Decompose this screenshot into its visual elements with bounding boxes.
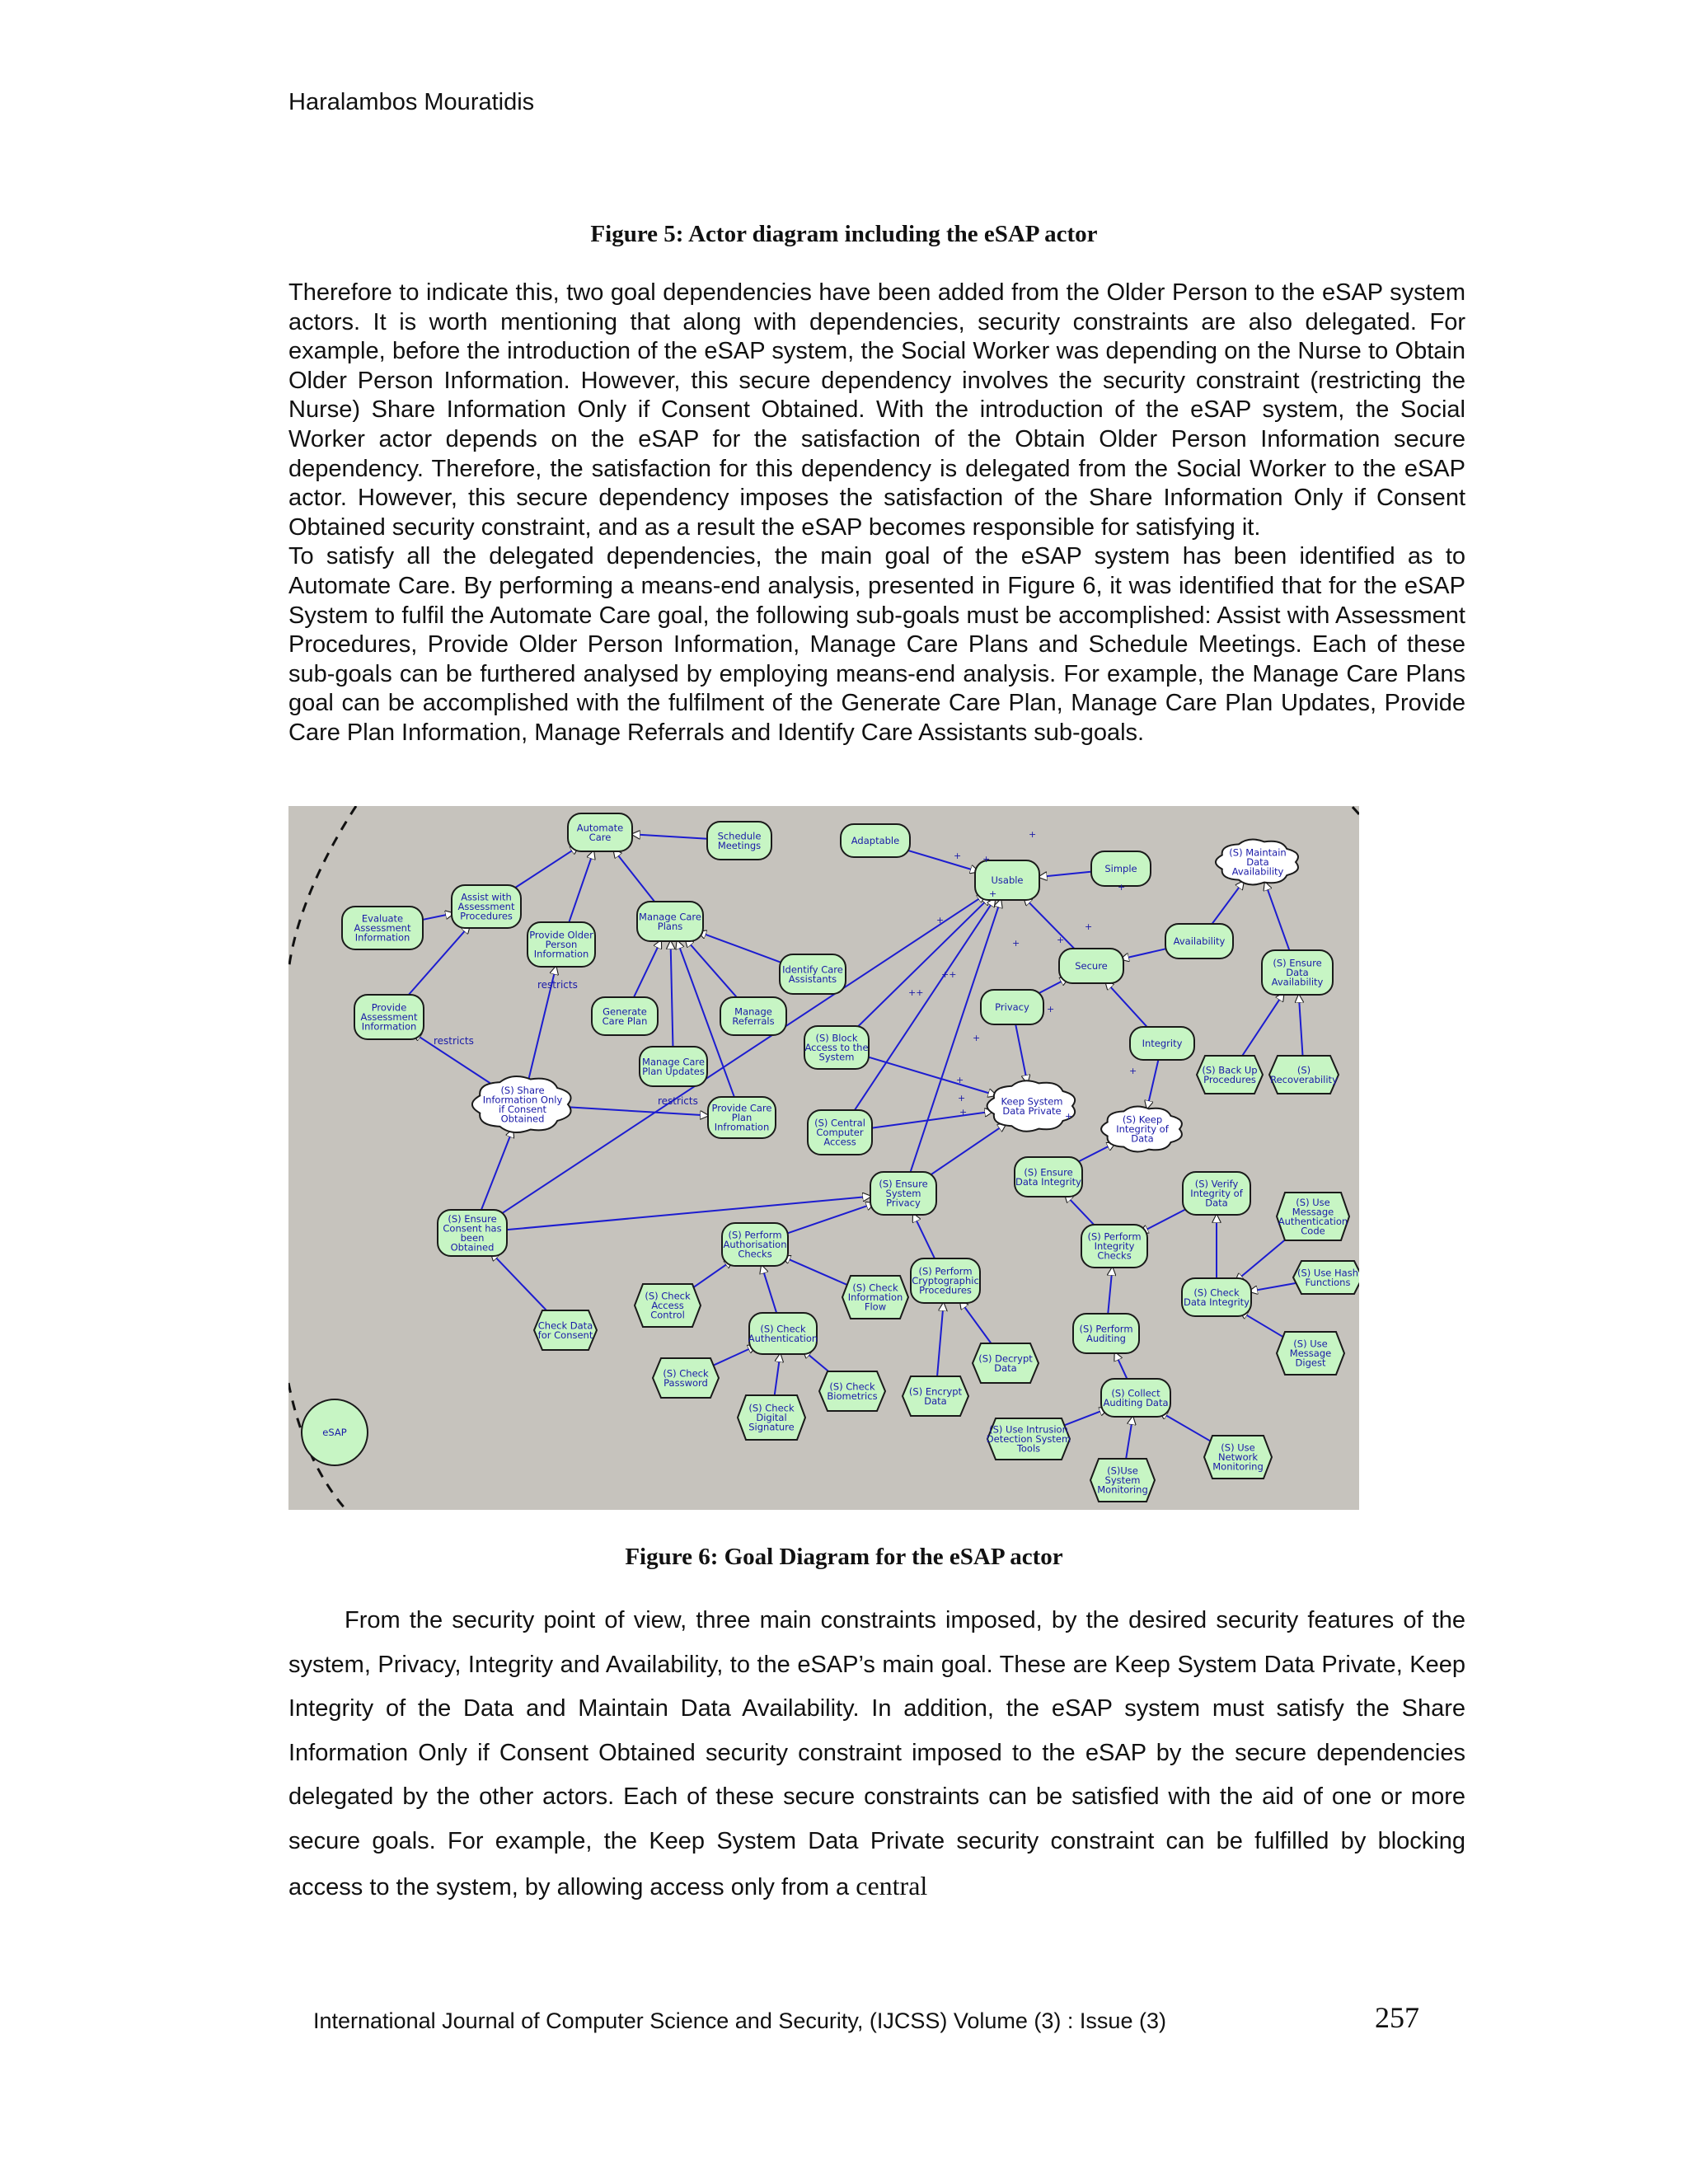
node-label: (S) Use <box>1293 1338 1328 1350</box>
diagram-background <box>288 806 1359 1510</box>
node-label: Information <box>354 931 410 944</box>
node-label: Auditing <box>1086 1332 1126 1344</box>
node-label: Integrity <box>1142 1038 1183 1049</box>
contribution-sign: + <box>956 1075 964 1085</box>
node-label: (S) Back Up <box>1202 1064 1258 1076</box>
node-label: (S) Use Hash <box>1296 1267 1359 1279</box>
node-label: Data <box>924 1394 947 1407</box>
node-label: (S) Perform <box>1087 1230 1142 1243</box>
node-label: Assistants <box>788 972 837 985</box>
contribution-sign: + <box>982 854 991 865</box>
node-label: Data <box>1205 1197 1228 1209</box>
node-label: Digest <box>1295 1357 1326 1369</box>
node-label: (S) Check <box>829 1380 875 1393</box>
node-label: (S) Check <box>663 1367 709 1380</box>
node-password <box>653 1358 719 1398</box>
node-label: Computer <box>816 1127 864 1138</box>
node-label: if Consent <box>498 1103 547 1115</box>
node-label: System <box>1104 1474 1141 1486</box>
node-backup <box>1197 1056 1263 1094</box>
node-label: Availability <box>1231 865 1284 878</box>
node-automate <box>568 813 632 851</box>
node-label: Evaluate <box>361 912 404 925</box>
contribution-sign: + <box>1129 1066 1137 1076</box>
node-collect <box>1101 1379 1170 1417</box>
node-provideolder <box>528 922 595 967</box>
contribution-sign: + <box>1012 938 1020 949</box>
running-header-author: Haralambos Mouratidis <box>288 89 535 115</box>
node-label: Usable <box>991 874 1024 886</box>
node-label: Information <box>533 948 589 960</box>
node-label: Data <box>994 1361 1017 1374</box>
node-label: (S) Keep <box>1122 1113 1163 1126</box>
node-availability <box>1165 924 1233 958</box>
node-verify <box>1183 1172 1250 1215</box>
node-performint <box>1081 1225 1147 1268</box>
paragraph-2-text: To satisfy all the delegated dependencies, the main goal of the eSAP system has been identified as to Automate Care. By performing a means-end analysis, presented in Figure 6, it was identified that for the eSAP System to fulfil the Automate Care goal, the following sub-goals must be accomplished: Assist with Assessment Procedures, Provide Older Person Information, Manage Care Plans and Schedule Meetings. Each of these sub-goals can be furthered analysed by employing means-end analysis. For example, the Manage Care Plans goal can be accomplished with the fulfilment of the Generate Care Plan, Manage Care Plan Updates, Provide Care Plan Information, Manage Referrals and Identify Care Assistants sub-goals. <box>288 543 1465 746</box>
node-signature <box>738 1395 805 1440</box>
node-label: Integrity of <box>1190 1188 1243 1199</box>
node-usemac <box>1277 1193 1349 1240</box>
node-label: been <box>460 1231 485 1244</box>
contribution-sign: + <box>1118 882 1126 893</box>
node-providecareplan <box>708 1097 776 1138</box>
node-checkdataint <box>1182 1278 1251 1316</box>
node-managecare <box>637 902 703 941</box>
node-label: Data Private <box>1002 1104 1062 1117</box>
node-label: Simple <box>1104 863 1137 874</box>
edge-label-restricts: restricts <box>537 979 578 991</box>
node-biometrics <box>819 1371 885 1411</box>
node-label: (S) Use <box>1221 1441 1255 1454</box>
node-recover <box>1269 1056 1339 1094</box>
node-label: Message <box>1289 1347 1332 1359</box>
node-label: Network <box>1217 1451 1259 1463</box>
node-label: (S) Ensure <box>879 1178 928 1190</box>
contribution-sign: + <box>954 851 962 861</box>
node-label: Provide <box>371 1001 407 1014</box>
node-maintain <box>1216 840 1298 885</box>
page-number: 257 <box>1375 2001 1419 2034</box>
node-blockaccess <box>804 1026 869 1069</box>
contribution-sign: + <box>989 888 997 899</box>
node-label: (S) Use Intrusion <box>989 1423 1068 1436</box>
node-label: Monitoring <box>1097 1483 1148 1496</box>
node-label: Privacy <box>886 1197 921 1209</box>
node-provideassess <box>354 995 424 1039</box>
node-label: Procedures <box>460 910 513 922</box>
node-sysmon <box>1090 1459 1155 1502</box>
node-label: Automate <box>576 822 624 834</box>
node-label: Availability <box>1173 935 1226 947</box>
contribution-sign: + <box>973 1033 981 1043</box>
node-privacy <box>981 990 1043 1024</box>
contribution-sign: + <box>1047 1004 1055 1015</box>
node-label: Recoverability <box>1270 1073 1338 1085</box>
body-paragraph-3 <box>288 1599 1465 1910</box>
node-label: Plans <box>657 920 683 932</box>
node-label: Plan Updates <box>642 1065 705 1077</box>
node-label: Obtained <box>450 1241 495 1254</box>
node-label: Password <box>663 1376 708 1389</box>
node-simple <box>1091 851 1151 886</box>
footer-journal: International Journal of Computer Science and Security, (IJCSS) Volume (3) : Issue (3) <box>313 2008 1166 2033</box>
node-checkaccess <box>635 1284 701 1327</box>
node-label: Privacy <box>995 1001 1029 1013</box>
node-label: Authentication <box>1278 1215 1348 1227</box>
node-performaudit <box>1073 1314 1139 1353</box>
node-adaptable <box>841 824 910 857</box>
node-checkauthn <box>748 1313 818 1354</box>
node-secure <box>1059 949 1123 983</box>
node-central <box>808 1110 872 1155</box>
node-label: System <box>885 1188 921 1199</box>
node-label: Identify Care <box>782 963 843 976</box>
node-referrals <box>720 997 786 1035</box>
node-label: Tools <box>1016 1442 1041 1455</box>
node-intrusion <box>987 1418 1071 1460</box>
node-keepintegrity <box>1101 1107 1182 1152</box>
node-label: Obtained <box>500 1113 545 1125</box>
node-usable <box>975 860 1039 900</box>
node-label: Care Plan <box>602 1015 648 1027</box>
node-crypto <box>911 1258 980 1303</box>
node-ensureconsent <box>438 1210 507 1256</box>
node-label: Control <box>650 1309 685 1321</box>
node-label: Manage Care <box>639 911 701 923</box>
node-label: (S) Perform <box>918 1265 973 1277</box>
node-label: (S) Check <box>1193 1286 1240 1299</box>
node-label: Auditing Data <box>1103 1396 1169 1408</box>
goal-diagram-figure <box>288 806 1359 1510</box>
node-label: (S) Ensure <box>1273 957 1322 969</box>
contribution-sign: + <box>1085 921 1093 932</box>
node-label: Manage Care <box>642 1056 705 1068</box>
node-label: (S) Verify <box>1194 1178 1239 1190</box>
node-label: Cryptographic <box>912 1275 979 1286</box>
node-label: Assessment <box>360 1011 418 1023</box>
node-label: Adaptable <box>851 835 900 846</box>
node-updates <box>640 1047 707 1086</box>
node-label: (S) Perform <box>1079 1323 1133 1335</box>
node-ensuresys <box>870 1172 936 1215</box>
contribution-sign: + <box>959 1107 968 1118</box>
edge-label-restricts: restricts <box>434 1035 474 1047</box>
node-label: Monitoring <box>1212 1460 1264 1473</box>
node-label: Functions <box>1305 1276 1351 1288</box>
node-label: (S)Use <box>1107 1465 1138 1477</box>
node-checkinfo <box>842 1276 908 1319</box>
node-label: Authentication <box>748 1332 818 1344</box>
node-label: (S) Encrypt <box>908 1385 963 1398</box>
node-label: Signature <box>748 1421 795 1433</box>
node-label: (S) Central <box>814 1117 865 1129</box>
node-label: Availability <box>1271 976 1324 988</box>
node-digest <box>1277 1332 1344 1375</box>
node-label: (S) Check <box>748 1402 795 1414</box>
node-label: Message <box>1292 1206 1334 1218</box>
node-label: (S) Check <box>645 1290 691 1302</box>
node-schedule <box>707 822 771 860</box>
contribution-sign: + <box>1029 829 1037 840</box>
node-netmon <box>1204 1436 1272 1479</box>
edge-label-restricts: restricts <box>658 1095 698 1107</box>
node-label: Code <box>1301 1225 1325 1237</box>
figure-5-caption: Figure 5: Actor diagram including the eSAP actor <box>590 221 1098 247</box>
paragraph-1-text: Therefore to indicate this, two goal dependencies have been added from the Older Person to the eSAP system actors. It is worth mentioning that along with dependencies, security constraints are also delegated. For example, before the introduction of the eSAP system, the Social Worker was depending on the Nurse to Obtain Older Person Information. However, this secure dependency involves the security constraint (restricting the Nurse) Share Information Only if Consent Obtained. With the introduction of the eSAP system, the Social Worker actor depends on the eSAP for the satisfaction of the Obtain Older Person Information secure dependency. Therefore, the satisfaction for this dependency is delegated from the Social Worker to the eSAP actor. However, this secure dependency imposes the satisfaction of the Share Information Only if Consent Obtained security constraint, and as a result the eSAP becomes responsible for satisfying it. <box>288 279 1465 541</box>
node-label: Referrals <box>732 1015 775 1027</box>
node-label: (S) Share <box>500 1084 545 1096</box>
node-encrypt <box>903 1376 968 1416</box>
node-label: Manage <box>734 1005 772 1018</box>
node-label: Biometrics <box>827 1390 878 1402</box>
node-label: Assessment <box>457 901 515 912</box>
node-label: Authorisation <box>723 1239 787 1250</box>
node-ensureavail <box>1262 950 1333 995</box>
node-evaluate <box>342 907 423 949</box>
node-label: (S) Check <box>852 1282 898 1294</box>
node-usehash <box>1293 1261 1359 1294</box>
contribution-sign: + <box>1057 935 1065 945</box>
contribution-sign: + <box>936 915 945 926</box>
node-label: Generate <box>603 1005 647 1018</box>
node-label: Person <box>545 939 578 950</box>
node-label: (S) Collect <box>1111 1387 1160 1399</box>
contribution-sign: + <box>958 1093 966 1104</box>
node-label: Infromation <box>714 1121 770 1133</box>
node-label: Data Integrity <box>1184 1296 1250 1308</box>
node-performauth <box>722 1223 788 1266</box>
node-label: Assessment <box>354 922 411 934</box>
node-label: (S) Decrypt <box>978 1352 1033 1365</box>
node-label: Procedures <box>919 1284 972 1296</box>
node-label: (S) Check <box>760 1323 806 1335</box>
node-label: Plan <box>731 1112 753 1123</box>
node-label: Secure <box>1075 960 1108 972</box>
node-label: Access to the <box>804 1042 869 1053</box>
node-label: Information <box>361 1020 417 1033</box>
node-label: Data <box>1286 967 1309 978</box>
node-label: (S) <box>1296 1064 1311 1076</box>
node-label: Provide Older <box>529 929 593 941</box>
esap-actor-label: eSAP <box>322 1427 347 1438</box>
node-label: Integrity <box>1094 1240 1135 1252</box>
node-label: Keep System <box>1001 1095 1063 1108</box>
node-label: Checks <box>1097 1249 1132 1262</box>
contribution-sign: ++ <box>941 969 957 980</box>
paragraph-3-last-word: central <box>856 1870 928 1900</box>
node-label: (S) Maintain <box>1229 846 1287 859</box>
node-label: Meetings <box>717 839 762 851</box>
node-label: Digital <box>756 1412 787 1423</box>
node-label: for Consent <box>537 1329 593 1341</box>
node-label: Access <box>823 1136 856 1148</box>
figure-6-caption: Figure 6: Goal Diagram for the eSAP actor <box>625 1544 1063 1570</box>
node-label: Integrity of <box>1116 1123 1169 1135</box>
contribution-sign: ++ <box>908 987 924 998</box>
node-checkconsent <box>534 1310 597 1350</box>
node-label: Care <box>588 831 612 843</box>
node-identify <box>780 954 846 994</box>
node-label: Assist with <box>461 891 512 903</box>
node-label: (S) Block <box>815 1032 858 1044</box>
node-label: Information <box>847 1291 903 1303</box>
node-label: Check Data <box>537 1319 593 1332</box>
node-label: Detection System <box>986 1433 1071 1445</box>
body-paragraph-1 <box>288 279 1465 748</box>
node-share <box>472 1076 571 1132</box>
node-label: (S) Ensure <box>1024 1166 1073 1179</box>
node-label: Schedule <box>717 830 762 842</box>
node-decrypt <box>973 1343 1039 1383</box>
node-label: Flow <box>864 1301 887 1313</box>
node-label: Data <box>1131 1132 1154 1145</box>
node-label: System <box>818 1051 855 1063</box>
node-ensureint <box>1015 1157 1082 1197</box>
node-label: Checks <box>738 1248 772 1260</box>
node-integrity <box>1130 1027 1194 1060</box>
node-label: (S) Use <box>1296 1196 1330 1208</box>
node-label: (S) Ensure <box>448 1212 497 1225</box>
node-label: Consent has <box>443 1222 502 1235</box>
contribution-sign: + <box>1065 1111 1073 1122</box>
node-keepprivate <box>987 1080 1076 1132</box>
node-label: Information Only <box>482 1094 563 1106</box>
node-label: Access <box>651 1300 684 1311</box>
node-label: (S) Perform <box>728 1229 782 1241</box>
node-label: Procedures <box>1203 1073 1256 1085</box>
node-label: Provide Care <box>711 1102 772 1114</box>
node-label: Data <box>1246 856 1269 868</box>
node-generate <box>592 997 658 1035</box>
node-label: Data Integrity <box>1015 1175 1081 1188</box>
node-assist <box>452 885 521 928</box>
paragraph-3-text: From the security point of view, three main constraints imposed, by the desired security features of the system, Privacy, Integrity and Availability, to the eSAP’s main goal. These are Keep System Data Private, Keep Integrity of the Data and Maintain Data Availability. In addition, the eSAP system must satisfy the Share Information Only if Consent Obtained security constraint imposed to the eSAP by the secure dependencies delegated by the other actors. Each of these secure constraints can be satisfied with the aid of one or more secure goals. For example, the Keep System Data Private security constraint can be fulfilled by blocking access to the system, by allowing access only from a <box>288 1607 1465 1900</box>
